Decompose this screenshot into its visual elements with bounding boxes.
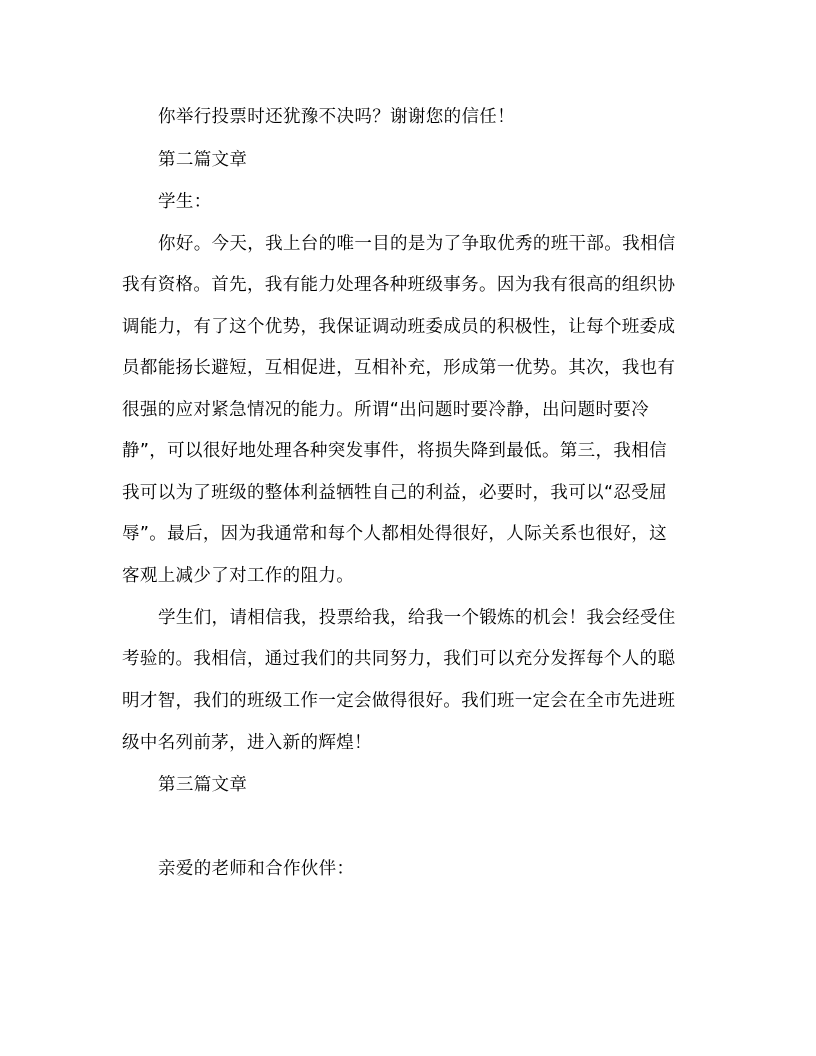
- salutation-teachers: 亲爱的老师和合作伙伴：: [158, 859, 355, 879]
- paragraph-line: 很强的应对紧急情况的能力。所谓“出问题时要冷静，出问题时要冷: [122, 400, 650, 420]
- paragraph-line: 我有资格。首先，我有能力处理各种班级事务。因为我有很高的组织协: [122, 275, 676, 295]
- section-title-3: 第三篇文章: [158, 775, 248, 795]
- salutation-students: 学生：: [158, 192, 212, 212]
- paragraph-line: 明才智，我们的班级工作一定会做得很好。我们班一定会在全市先进班: [122, 691, 676, 711]
- paragraph-line: 客观上减少了对工作的阻力。: [122, 566, 355, 586]
- paragraph-line: 静”，可以很好地处理各种突发事件，将损失降到最低。第三，我相信: [122, 441, 667, 461]
- paragraph-line: 你好。今天，我上台的唯一目的是为了争取优秀的班干部。我相信: [158, 234, 676, 254]
- paragraph-line: 辱”。最后，因为我通常和每个人都相处得很好，人际关系也很好，这: [122, 524, 667, 544]
- paragraph-line: 我可以为了班级的整体利益牺牲自己的利益，必要时，我可以“忍受屈: [122, 483, 667, 503]
- paragraph-line: 员都能扬长避短，互相促进，互相补充，形成第一优势。其次，我也有: [122, 358, 676, 378]
- paragraph-line: 考验的。我相信，通过我们的共同努力，我们可以充分发挥每个人的聪: [122, 649, 676, 669]
- paragraph-line: 调能力，有了这个优势，我保证调动班委成员的积极性，让每个班委成: [122, 317, 676, 337]
- paragraph-line: 学生们，请相信我，投票给我，给我一个锻炼的机会！我会经受住: [158, 608, 676, 628]
- paragraph-line: 级中名列前茅，进入新的辉煌！: [122, 733, 372, 753]
- section-title-2: 第二篇文章: [158, 150, 248, 170]
- closing-line: 你举行投票时还犹豫不决吗？谢谢您的信任！: [158, 107, 515, 127]
